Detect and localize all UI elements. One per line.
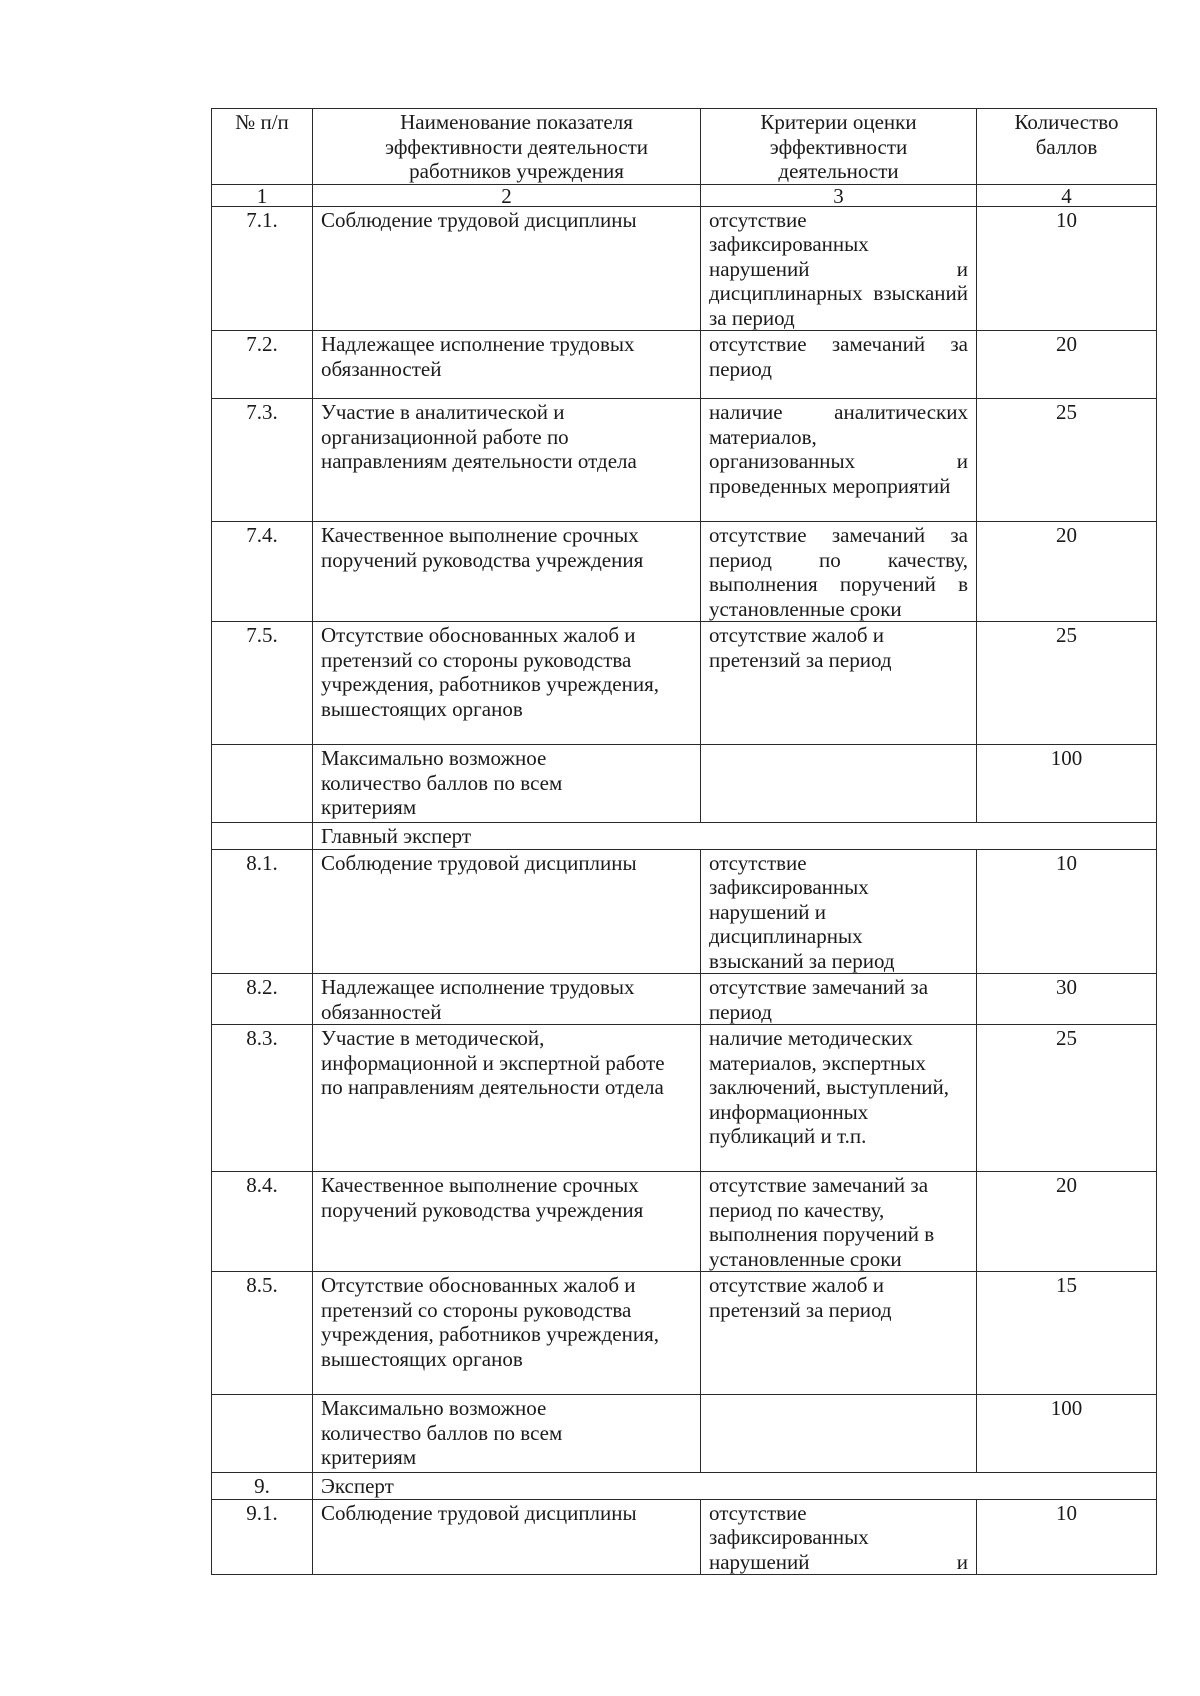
table-row <box>212 206 1157 331</box>
row-num <box>212 1395 313 1473</box>
row-criteria: отсутствие зафиксированных нарушений и <box>701 1499 977 1575</box>
table-row <box>212 1272 1157 1395</box>
row-num: 7.1. <box>212 206 313 331</box>
column-number-row <box>212 184 1157 206</box>
table-row <box>212 1172 1157 1272</box>
row-points: 25 <box>977 1025 1157 1172</box>
row-points: 25 <box>977 399 1157 522</box>
table-row <box>212 522 1157 622</box>
table-row <box>212 849 1157 974</box>
row-criteria: отсутствие замечаний за период <box>701 331 977 399</box>
row-indicator: Максимально возможное количество баллов по всем критериям <box>313 1395 701 1473</box>
row-num: 8.1. <box>212 849 313 974</box>
header-indicator: Наименование показателя эффективности деятельности работников учреждения <box>313 109 701 185</box>
row-points: 20 <box>977 1172 1157 1272</box>
column-number: 3 <box>701 184 977 206</box>
row-criteria: отсутствие замечаний за период по качеству, выполнения поручений в установленные сроки <box>701 522 977 622</box>
row-indicator: Максимально возможное количество баллов по всем критериям <box>313 745 701 823</box>
table-row <box>212 622 1157 745</box>
row-points: 15 <box>977 1272 1157 1395</box>
table-row <box>212 1025 1157 1172</box>
row-indicator: Качественное выполнение срочных поручений руководства учреждения <box>313 1172 701 1272</box>
row-points: 100 <box>977 1395 1157 1473</box>
row-criteria <box>701 1395 977 1473</box>
row-num <box>212 745 313 823</box>
row-num: 9.1. <box>212 1499 313 1575</box>
row-criteria: отсутствие замечаний за период <box>701 974 977 1025</box>
table-row-total <box>212 1395 1157 1473</box>
row-criteria: отсутствие зафиксированных нарушений и дисциплинарных взысканий за период <box>701 206 977 331</box>
row-criteria <box>701 745 977 823</box>
row-indicator: Отсутствие обоснованных жалоб и претензий со стороны руководства учреждения, работников учреждения, вышестоящих органов <box>313 622 701 745</box>
table-row <box>212 1499 1157 1575</box>
header-num: № п/п <box>212 109 313 185</box>
row-indicator: Надлежащее исполнение трудовых обязанностей <box>313 331 701 399</box>
row-num: 7.5. <box>212 622 313 745</box>
section-num: 9. <box>212 1473 313 1500</box>
row-criteria: наличие аналитических материалов, организованных и проведенных мероприятий <box>701 399 977 522</box>
row-points: 10 <box>977 849 1157 974</box>
table-row <box>212 974 1157 1025</box>
row-criteria: отсутствие замечаний за период по качеству, выполнения поручений в установленные сроки <box>701 1172 977 1272</box>
row-num: 8.5. <box>212 1272 313 1395</box>
row-num: 8.4. <box>212 1172 313 1272</box>
row-num: 8.3. <box>212 1025 313 1172</box>
row-criteria: отсутствие зафиксированных нарушений и дисциплинарных взысканий за период <box>701 849 977 974</box>
table-row <box>212 399 1157 522</box>
row-indicator: Участие в методической, информационной и экспертной работе по направлениям деятельности отдела <box>313 1025 701 1172</box>
table-row-total <box>212 745 1157 823</box>
header-points: Количество баллов <box>977 109 1157 185</box>
column-number: 1 <box>212 184 313 206</box>
row-criteria: отсутствие жалоб и претензий за период <box>701 1272 977 1395</box>
row-num: 8.2. <box>212 974 313 1025</box>
row-indicator: Соблюдение трудовой дисциплины <box>313 1499 701 1575</box>
row-indicator: Соблюдение трудовой дисциплины <box>313 849 701 974</box>
row-criteria: отсутствие жалоб и претензий за период <box>701 622 977 745</box>
criteria-table <box>211 108 1157 1575</box>
section-title: Главный эксперт <box>313 823 1157 850</box>
section-title: Эксперт <box>313 1473 1157 1500</box>
row-indicator: Отсутствие обоснованных жалоб и претензий со стороны руководства учреждения, работников учреждения, вышестоящих органов <box>313 1272 701 1395</box>
column-number: 2 <box>313 184 701 206</box>
row-points: 10 <box>977 1499 1157 1575</box>
row-points: 20 <box>977 331 1157 399</box>
row-num: 7.4. <box>212 522 313 622</box>
row-points: 30 <box>977 974 1157 1025</box>
row-criteria: наличие методических материалов, экспертных заключений, выступлений, информационных публикаций и т.п. <box>701 1025 977 1172</box>
row-points: 100 <box>977 745 1157 823</box>
row-num: 7.3. <box>212 399 313 522</box>
row-indicator: Качественное выполнение срочных поручений руководства учреждения <box>313 522 701 622</box>
row-indicator: Соблюдение трудовой дисциплины <box>313 206 701 331</box>
row-indicator: Участие в аналитической и организационной работе по направлениям деятельности отдела <box>313 399 701 522</box>
row-num: 7.2. <box>212 331 313 399</box>
column-number: 4 <box>977 184 1157 206</box>
table-row <box>212 331 1157 399</box>
section-row <box>212 823 1157 850</box>
row-points: 20 <box>977 522 1157 622</box>
section-num <box>212 823 313 850</box>
row-indicator: Надлежащее исполнение трудовых обязанностей <box>313 974 701 1025</box>
header-criteria: Критерии оценки эффективности деятельности <box>701 109 977 185</box>
section-row <box>212 1473 1157 1500</box>
row-points: 25 <box>977 622 1157 745</box>
row-points: 10 <box>977 206 1157 331</box>
table-header-row <box>212 109 1157 185</box>
